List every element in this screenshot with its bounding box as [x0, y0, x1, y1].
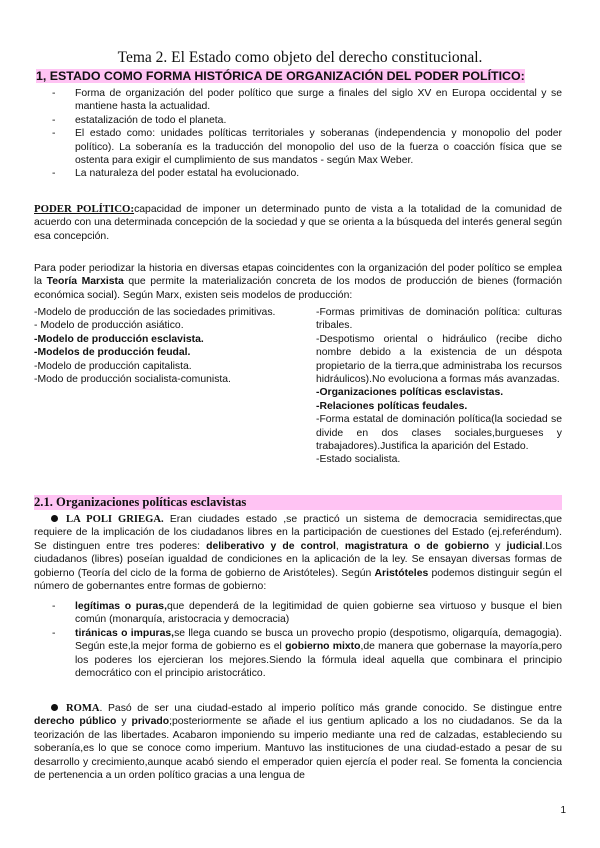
polis-text-sep: ,	[335, 540, 345, 552]
poder-politico-definition: capacidad de imponer un determinado punto de vista a la totalidad de la comunidad de acuerdo con una determinada concepción de la sociedad y que se orienta a la búsqueda del interés general según esa concepción.	[34, 204, 562, 242]
marx-intro-text-end: que permite la materialización concreta de los modos de producción de bienes (formación económica social). Según Marx, existen seis modelos de producción:	[34, 276, 562, 301]
polis-text-3: podemos distinguir según el número de gobernantes entre formas de gobierno:	[34, 567, 562, 593]
polis-term-magistracy: magistratura o de gobierno	[344, 540, 490, 552]
polis-paragraph	[34, 513, 562, 593]
mixed-government-term: gobierno mixto	[285, 641, 361, 653]
section-1-heading-text: 1, ESTADO COMO FORMA HISTÓRICA DE ORGANIZACIÓN DEL PODER POLÍTICO:	[36, 69, 525, 83]
list-item: -Organizaciones políticas esclavistas.	[316, 387, 504, 399]
list-item: -Formas primitivas de dominación política: culturas tribales.	[316, 307, 562, 332]
list-item: - El estado como: unidades políticas territoriales y soberanas (independencia y monopolio del poder político). La soberanía es la traducción del monopolio del uso de la fuerza o coacción física que se ostenta para exigir el cumplimiento de sus mandatos - según Max Weber.	[52, 127, 562, 167]
tyrannical-forms-text-end: ,de manera que gobernase la mayoría,pero los poderes los ejercieran los mejores.Siendo la fórmula ideal aquella que combinara el principio democrático con el principio aristocrático.	[75, 641, 563, 680]
polis-text-2: .Los ciudadanos (libres) poseían igualdad de condiciones en la aplicación de la ley. Se ensayan diversas formas de gobierno (Teoría del ciclo de la forma de gobierno de Aristóteles). Según	[34, 540, 562, 579]
polis-term-judicial: judicial	[506, 540, 543, 552]
bullet-dot-icon	[51, 704, 58, 711]
list-item: -Forma estatal de dominación política(la sociedad se divide en dos clases sociales,burgueses y trabajadores).Justifica la aparición del Estado.	[316, 414, 562, 453]
list-item: -Relaciones políticas feudales.	[316, 400, 468, 412]
marx-intro-text: Para poder periodizar la historia en diversas etapas coincidentes con la organización del poder político se emplea la	[34, 263, 562, 288]
list-item: -Modelo de producción capitalista.	[34, 360, 192, 372]
list-item: -Estado socialista.	[316, 454, 401, 466]
tyrannical-forms-text: se llega cuando se busca un provecho propio (despotismo, oligarquía, demagogia). Según este,la mejor forma de gobierno es el	[75, 627, 563, 653]
list-item: -Modelo de producción de las sociedades primitivas.	[34, 307, 276, 318]
tyrannical-forms-term: tiránicas o impuras,	[75, 627, 175, 639]
marx-theory-term: Teoría Marxista	[46, 276, 124, 288]
legitimate-forms-text: que dependerá de la legitimidad de quien gobierne sea virtuoso y busque el bien común (monarquía, aristocracia y democracia)	[75, 601, 562, 626]
polis-term-deliberative: deliberativo y de control	[206, 540, 336, 552]
roma-text-and: y	[116, 716, 132, 728]
section-1-bullet-list	[52, 87, 562, 181]
list-item: - Forma de organización del poder político que surge a finales del siglo XV en Europa occidental y se mantiene hasta la actualidad.	[52, 87, 562, 114]
aristotle-term: Aristóteles	[374, 567, 429, 579]
polis-name: LA POLI GRIEGA.	[66, 514, 164, 525]
marx-intro-paragraph	[34, 262, 562, 302]
list-item: -Modo de producción socialista-comunista.	[34, 374, 231, 386]
bullet-dot-icon	[51, 515, 58, 522]
list-item: -Modelo de producción esclavista.	[34, 333, 204, 345]
poder-politico-paragraph	[34, 203, 562, 243]
poder-politico-term: PODER POLÍTICO:	[34, 203, 135, 215]
list-item: -Modelos de producción feudal.	[34, 347, 191, 359]
page-title: Tema 2. El Estado como objeto del derecho constitucional.	[117, 49, 483, 66]
page-number: 1	[560, 805, 566, 816]
polis-text-and: y	[489, 540, 507, 552]
list-item: - estatalización de todo el planeta.	[52, 114, 562, 127]
section-1-heading	[34, 68, 563, 84]
government-forms-list	[52, 600, 562, 680]
section-2-1-heading: 2.1. Organizaciones políticas esclavistas	[34, 495, 562, 510]
list-item: - La naturaleza del poder estatal ha evolucionado.	[52, 167, 562, 180]
list-item: -Despotismo oriental o hidráulico (recibe dicho nombre debido a la existencia de un déspota propietario de la tierra,que administraba los recursos hidráulicos).No evoluciona a formas más avanzadas.	[316, 333, 562, 386]
roma-text: . Pasó de ser una ciudad-estado al imperio político más grande conocido. Se distingue entre	[99, 703, 562, 714]
list-item: - Modelo de producción asiático.	[34, 320, 184, 332]
roma-text-2: ;posteriormente se añade el ius gentium aplicado a los no ciudadanos. Se da la teorización de las libertades. Acabaron imponiendo su imperio mediante una red de calzadas, estableciendo su soberanía,es lo que se conoce como imperium. Mantuvo las instituciones de una ciudad-estado a pesar de su desarrollo y crecimiento,aunque acabó siendo el emperador quien ejercía el poder real. Se fomenta la conciencia de pertenencia a un orden político gracias a una lengua de	[34, 716, 562, 782]
production-models-column	[34, 306, 280, 386]
roma-name: ROMA	[66, 703, 100, 714]
private-law-term: privado	[131, 716, 170, 728]
political-forms-column	[316, 306, 562, 467]
legitimate-forms-term: legítimas o puras,	[75, 601, 167, 612]
list-item	[52, 600, 562, 627]
public-law-term: derecho público	[34, 716, 117, 728]
roma-paragraph	[34, 702, 562, 782]
list-item	[52, 627, 562, 681]
polis-text: Eran ciudades estado ,se practicó un sistema de democracia semidirectas,que requiere de la implicación de los ciudadanos libres en la participación de cuestiones del Estado (ej.referéndum). Se distinguen entre tres poderes:	[34, 514, 562, 552]
